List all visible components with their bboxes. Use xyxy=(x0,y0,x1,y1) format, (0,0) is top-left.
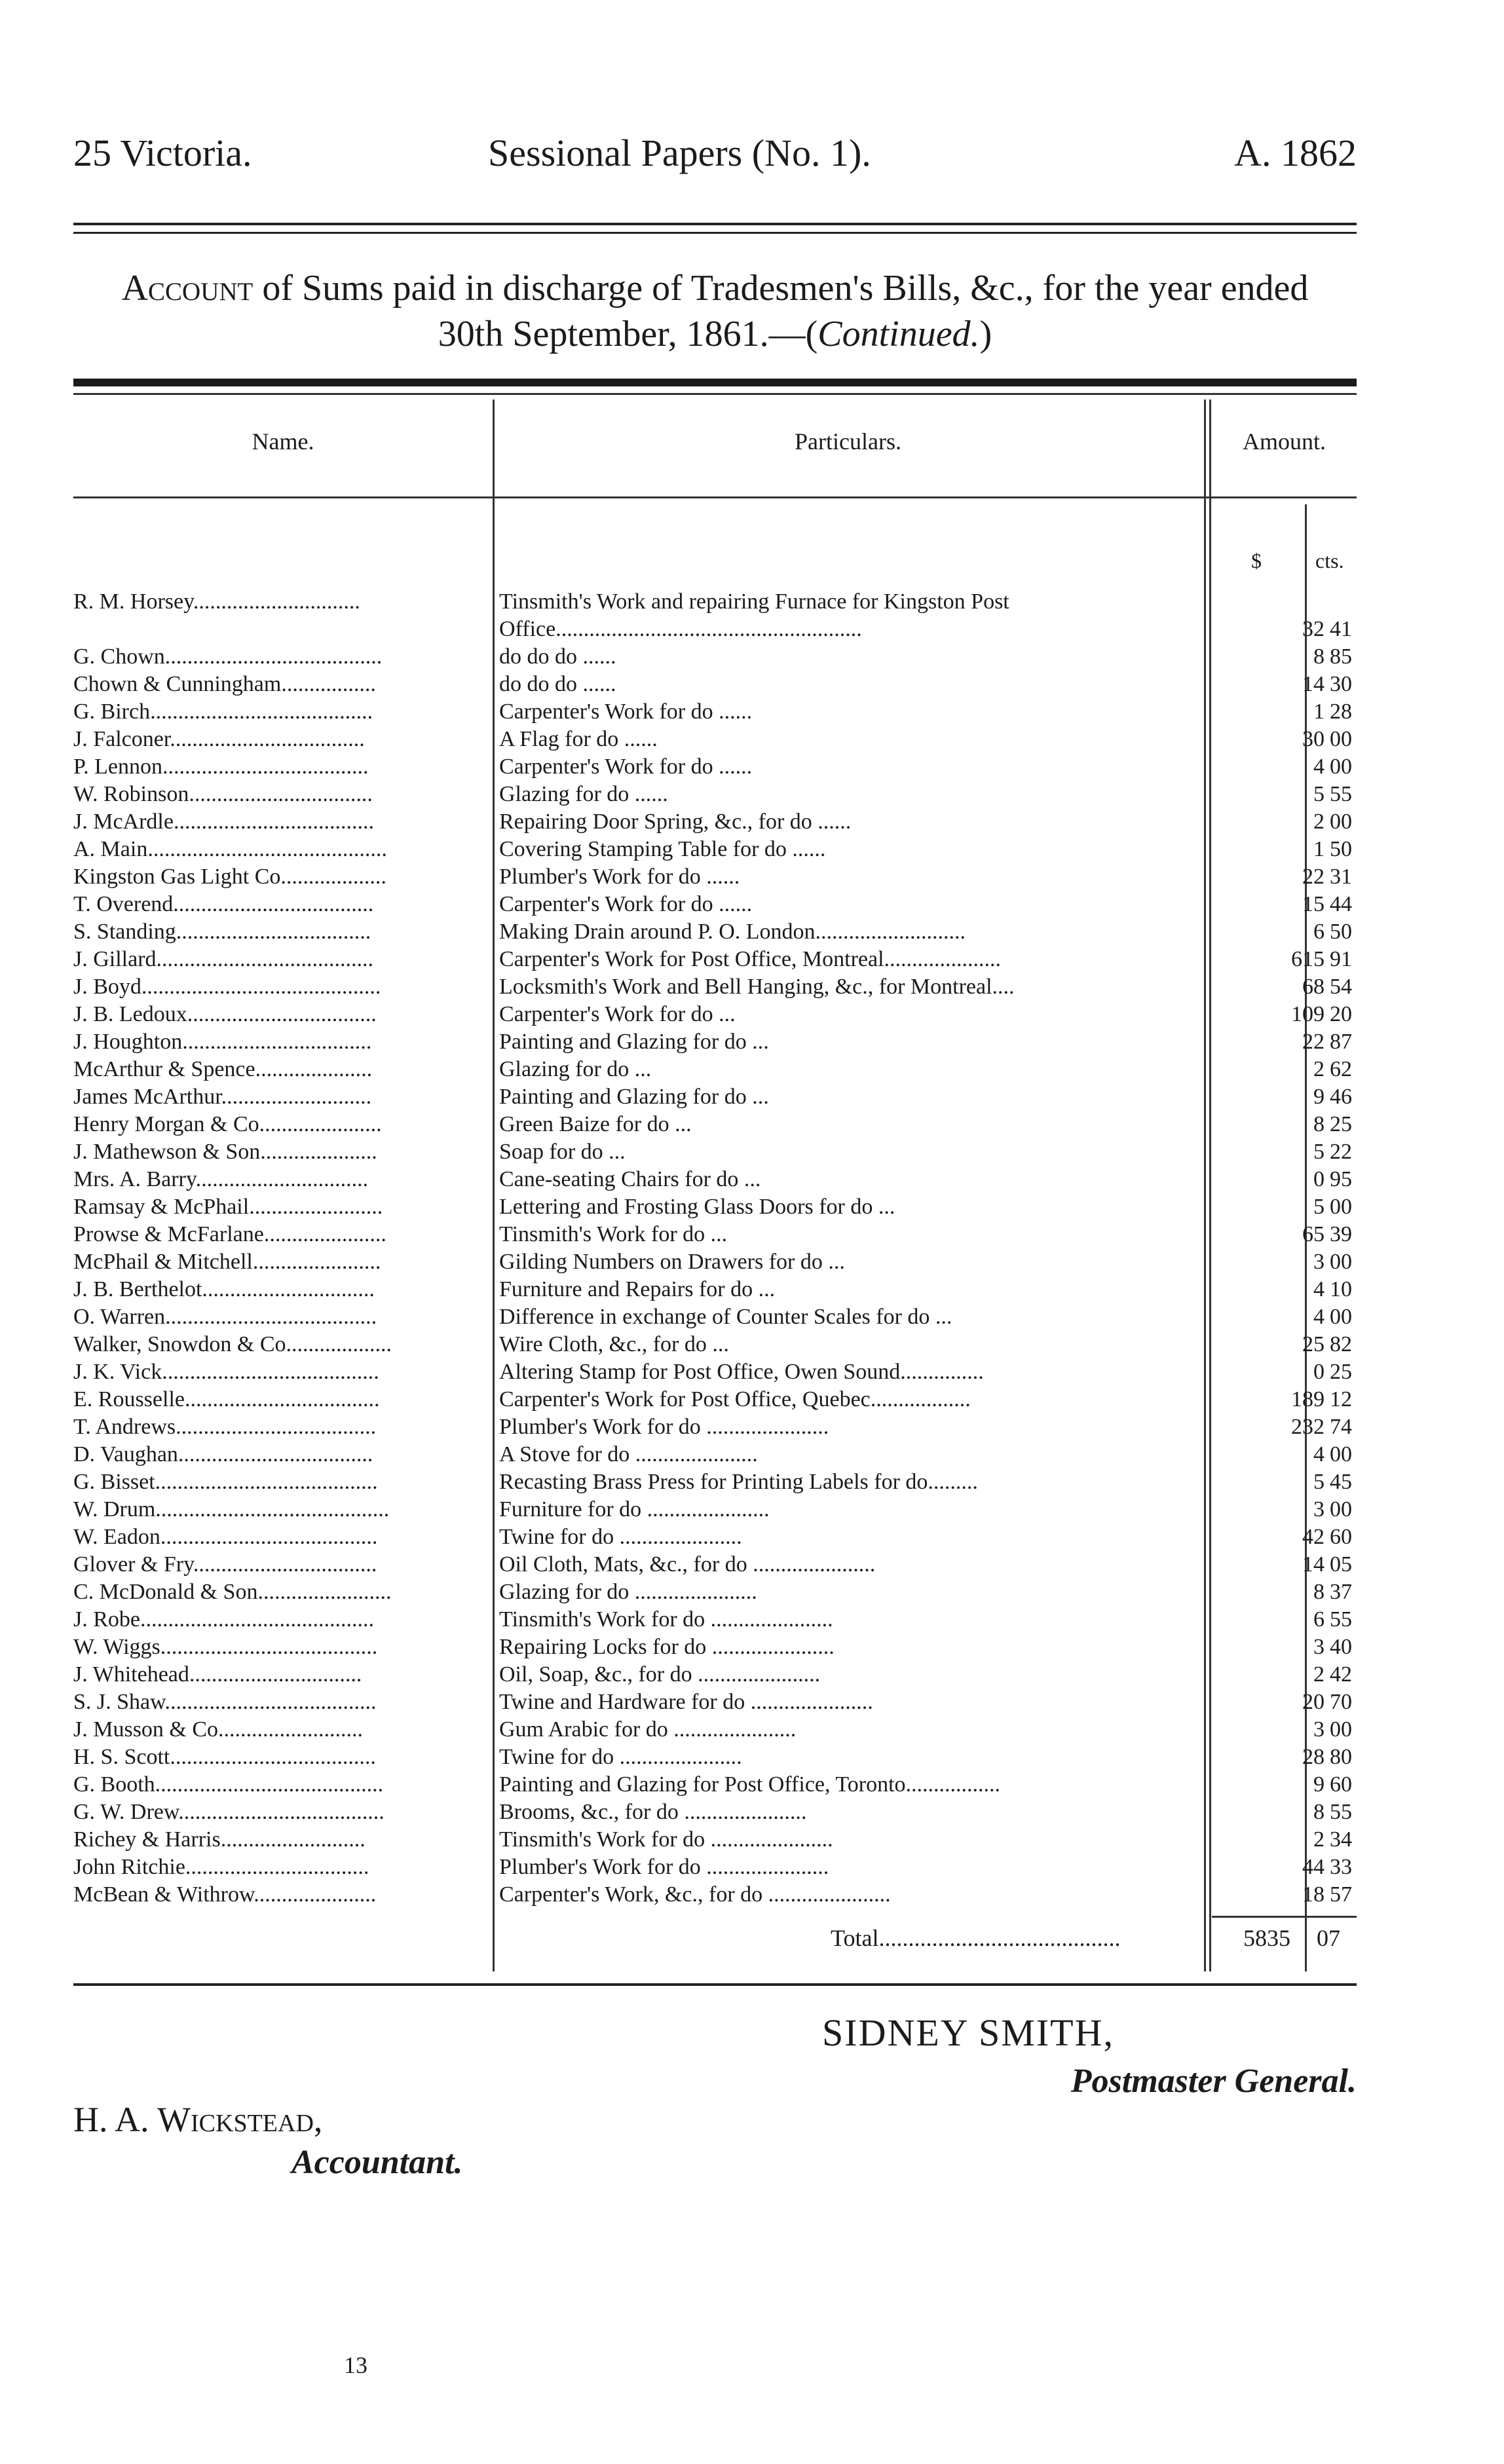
amount-cents: 74 xyxy=(1330,1415,1352,1439)
payee-name: G. W. Drew..................................... xyxy=(73,1800,385,1824)
amount-dollars: 2 xyxy=(1313,1662,1325,1687)
payee-name: H. S. Scott..................................... xyxy=(73,1745,376,1769)
particulars-text: Green Baize for do ... xyxy=(499,1112,692,1136)
amount-dollars: 25 xyxy=(1302,1332,1325,1356)
table-row xyxy=(73,1138,1357,1166)
table-row xyxy=(73,1496,1357,1523)
amount-cents: 37 xyxy=(1330,1580,1352,1604)
payee-name: D. Vaughan................................... xyxy=(73,1442,373,1466)
amount-dollars: 1 xyxy=(1313,700,1325,724)
table-row xyxy=(73,1523,1357,1551)
amount-cents: 62 xyxy=(1330,1057,1352,1081)
amount-cents: 55 xyxy=(1330,1607,1352,1632)
amount-cents: 00 xyxy=(1330,1497,1352,1521)
payee-name: W. Eadon....................................... xyxy=(73,1525,378,1549)
amount-cents: 00 xyxy=(1330,1717,1352,1742)
amount-dollars: 6 xyxy=(1313,1607,1325,1632)
amount-dollars: 2 xyxy=(1313,1057,1325,1081)
particulars-text: Making Drain around P. O. London........................... xyxy=(499,920,966,944)
amount-dollars: 22 xyxy=(1302,1030,1325,1054)
particulars-text: Glazing for do ...... xyxy=(499,782,668,806)
table-row xyxy=(73,1689,1357,1716)
total-cents: 07 xyxy=(1317,1925,1340,1951)
particulars-text: Office....................................................... xyxy=(499,617,862,641)
amount-cents: 60 xyxy=(1330,1525,1352,1549)
payee-name: J. B. Ledoux.................................. xyxy=(73,1002,377,1026)
amount-dollars: 109 xyxy=(1291,1002,1325,1026)
amount-cents: 22 xyxy=(1330,1140,1352,1164)
amount-cents: 28 xyxy=(1330,700,1352,724)
table-row xyxy=(73,1028,1357,1056)
amount-dollars: 4 xyxy=(1313,755,1325,779)
table-row xyxy=(73,1633,1357,1661)
amount-cents: 91 xyxy=(1330,947,1352,971)
particulars-text: Covering Stamping Table for do ...... xyxy=(499,837,826,861)
payee-name: T. Andrews.................................... xyxy=(73,1415,377,1439)
table-row xyxy=(73,1386,1357,1413)
particulars-text: Oil Cloth, Mats, &c., for do ...................... xyxy=(499,1552,876,1577)
payee-name: J. Whitehead............................... xyxy=(73,1662,362,1687)
payee-name: G. Bisset........................................ xyxy=(73,1470,378,1494)
payee-name: O. Warren...................................... xyxy=(73,1305,377,1329)
table-row xyxy=(73,1826,1357,1854)
table-row xyxy=(73,1248,1357,1276)
payee-name: S. J. Shaw...................................... xyxy=(73,1690,377,1714)
table-row xyxy=(73,1221,1357,1248)
amount-cents: 87 xyxy=(1330,1030,1352,1054)
amount-cents: 50 xyxy=(1330,920,1352,944)
particulars-text: Oil, Soap, &c., for do ...................... xyxy=(499,1662,821,1687)
payee-name: P. Lennon..................................... xyxy=(73,755,369,779)
payee-name: E. Rousselle................................... xyxy=(73,1387,380,1411)
payee-name: J. K. Vick....................................... xyxy=(73,1360,379,1384)
amount-dollars: 0 xyxy=(1313,1167,1325,1191)
payee-name: McArthur & Spence..................... xyxy=(73,1057,373,1081)
particulars-text: Painting and Glazing for do ... xyxy=(499,1030,769,1054)
payee-name: Kingston Gas Light Co................... xyxy=(73,865,386,889)
particulars-text: Tinsmith's Work for do ...................... xyxy=(499,1827,833,1852)
amount-dollars: 44 xyxy=(1302,1855,1325,1879)
amount-dollars: 5 xyxy=(1313,1140,1325,1164)
table-row xyxy=(73,1578,1357,1606)
cents-unit: cts. xyxy=(1315,549,1344,572)
amount-dollars: 6 xyxy=(1313,920,1325,944)
amount-dollars: 32 xyxy=(1302,617,1325,641)
particulars-text: Gum Arabic for do ...................... xyxy=(499,1717,797,1742)
particulars-text: Tinsmith's Work for do ... xyxy=(499,1222,728,1246)
amount-cents: 41 xyxy=(1330,617,1352,641)
title-account-word: Account xyxy=(121,268,254,308)
accountant-title: Accountant. xyxy=(291,2144,463,2181)
table-row xyxy=(73,1083,1357,1111)
amount-dollars: 0 xyxy=(1313,1360,1325,1384)
amount-cents: 12 xyxy=(1330,1387,1352,1411)
payee-name: W. Drum.......................................... xyxy=(73,1497,390,1521)
particulars-text: Twine and Hardware for do ...................... xyxy=(499,1690,873,1714)
table-row xyxy=(73,643,1357,671)
amount-dollars: 20 xyxy=(1302,1690,1325,1714)
table-bottom-rule xyxy=(73,1983,1357,1986)
particulars-text: Gilding Numbers on Drawers for do ... xyxy=(499,1250,845,1274)
table-row xyxy=(73,1551,1357,1578)
table-row xyxy=(73,891,1357,918)
particulars-text: Cane-seating Chairs for do ... xyxy=(499,1167,761,1191)
table-row xyxy=(73,1413,1357,1441)
amount-dollars: 30 xyxy=(1302,727,1325,751)
title-line2: 30th September, 1861.—( xyxy=(438,314,818,354)
payee-name: R. M. Horsey.............................. xyxy=(73,589,360,614)
payee-name: Mrs. A. Barry............................... xyxy=(73,1167,369,1191)
particulars-text: Furniture and Repairs for do ... xyxy=(499,1277,776,1301)
header-bottom-rule xyxy=(73,496,1357,498)
amount-cents: 20 xyxy=(1330,1002,1352,1026)
table-row xyxy=(73,863,1357,891)
particulars-text: Carpenter's Work for Post Office, Quebec.................. xyxy=(499,1387,971,1411)
amount-dollars: 2 xyxy=(1313,1827,1325,1852)
column-header-particulars: Particulars. xyxy=(795,428,901,455)
particulars-text: Recasting Brass Press for Printing Labels for do......... xyxy=(499,1470,978,1494)
table-row xyxy=(73,588,1357,616)
total-rule xyxy=(1212,1916,1357,1918)
amount-dollars: 9 xyxy=(1313,1085,1325,1109)
amount-cents: 60 xyxy=(1330,1772,1352,1797)
total-label: Total......................................... xyxy=(831,1925,1121,1951)
particulars-text: do do do ...... xyxy=(499,672,616,696)
particulars-text: Glazing for do ... xyxy=(499,1057,652,1081)
payee-name: Walker, Snowdon & Co................... xyxy=(73,1332,392,1356)
amount-dollars: 4 xyxy=(1313,1305,1325,1329)
accountant-name: H. A. Wickstead, xyxy=(73,2100,323,2139)
amount-dollars: 5 xyxy=(1313,782,1325,806)
dollar-unit: $ xyxy=(1251,549,1262,572)
payee-name: J. Houghton.................................. xyxy=(73,1030,372,1054)
table-row xyxy=(73,698,1357,726)
particulars-text: Carpenter's Work for Post Office, Montreal..................... xyxy=(499,947,1002,971)
amount-cents: 05 xyxy=(1330,1552,1352,1577)
table-row xyxy=(73,973,1357,1001)
amount-cents: 42 xyxy=(1330,1662,1352,1687)
particulars-text: Twine for do ...................... xyxy=(499,1525,742,1549)
amount-dollars: 15 xyxy=(1302,892,1325,916)
table-row xyxy=(73,1661,1357,1689)
amount-dollars: 4 xyxy=(1313,1277,1325,1301)
payee-name: James McArthur........................... xyxy=(73,1085,372,1109)
table-row xyxy=(73,1056,1357,1083)
amount-cents: 00 xyxy=(1330,727,1352,751)
amount-dollars: 14 xyxy=(1302,672,1325,696)
payee-name: Henry Morgan & Co...................... xyxy=(73,1112,382,1136)
payee-name: G. Booth......................................... xyxy=(73,1772,384,1797)
amount-cents: 30 xyxy=(1330,672,1352,696)
table-row xyxy=(73,671,1357,698)
amount-dollars: 8 xyxy=(1313,644,1325,669)
particulars-text: Glazing for do ...................... xyxy=(499,1580,757,1604)
amount-dollars: 22 xyxy=(1302,865,1325,889)
amount-cents: 00 xyxy=(1330,1305,1352,1329)
amount-dollars: 5 xyxy=(1313,1195,1325,1219)
table-row xyxy=(73,781,1357,808)
particulars-text: Lettering and Frosting Glass Doors for do ... xyxy=(499,1195,895,1219)
payee-name: W. Wiggs....................................... xyxy=(73,1635,378,1659)
particulars-text: Wire Cloth, &c., for do ... xyxy=(499,1332,729,1356)
title-line1: of Sums paid in discharge of Tradesmen's Bills, &c., for the year ended xyxy=(253,268,1309,308)
amount-cents: 34 xyxy=(1330,1827,1352,1852)
payee-name: T. Overend.................................... xyxy=(73,892,374,916)
payee-name: Prowse & McFarlane...................... xyxy=(73,1222,386,1246)
amount-dollars: 1 xyxy=(1313,837,1325,861)
amount-cents: 57 xyxy=(1330,1882,1352,1907)
table-row xyxy=(73,1166,1357,1193)
document-title xyxy=(73,265,1357,357)
table-row xyxy=(73,808,1357,836)
particulars-text: Tinsmith's Work and repairing Furnace for Kingston Post xyxy=(499,589,1009,614)
header-divider xyxy=(73,223,1357,234)
particulars-text: Tinsmith's Work for do ...................... xyxy=(499,1607,833,1632)
table-row xyxy=(73,1358,1357,1386)
amount-dollars: 68 xyxy=(1302,975,1325,999)
total-dollars: 5835 xyxy=(1243,1925,1290,1951)
table-row xyxy=(73,1799,1357,1826)
particulars-text: Locksmith's Work and Bell Hanging, &c., for Montreal.... xyxy=(499,975,1015,999)
amount-dollars: 4 xyxy=(1313,1442,1325,1466)
particulars-text: do do do ...... xyxy=(499,644,616,669)
payee-name: McPhail & Mitchell....................... xyxy=(73,1250,381,1274)
column-header-amount: Amount. xyxy=(1242,428,1326,455)
payee-name: C. McDonald & Son........................ xyxy=(73,1580,392,1604)
amount-cents: 82 xyxy=(1330,1332,1352,1356)
table-row xyxy=(73,1111,1357,1138)
payee-name: Richey & Harris.......................... xyxy=(73,1827,366,1852)
particulars-text: Carpenter's Work, &c., for do ...................... xyxy=(499,1882,891,1907)
amount-cents: 45 xyxy=(1330,1470,1352,1494)
amount-dollars: 5 xyxy=(1313,1470,1325,1494)
amount-dollars: 18 xyxy=(1302,1882,1325,1907)
amount-cents: 70 xyxy=(1330,1690,1352,1714)
table-row xyxy=(73,1716,1357,1744)
amount-dollars: 28 xyxy=(1302,1745,1325,1769)
amount-dollars: 2 xyxy=(1313,810,1325,834)
payee-name: J. Musson & Co.......................... xyxy=(73,1717,364,1742)
table-row xyxy=(73,1276,1357,1303)
amount-cents: 00 xyxy=(1330,1250,1352,1274)
amount-dollars: 3 xyxy=(1313,1250,1325,1274)
particulars-text: A Stove for do ...................... xyxy=(499,1442,758,1466)
table-row xyxy=(73,918,1357,946)
particulars-text: Brooms, &c., for do ...................... xyxy=(499,1800,807,1824)
amount-cents: 50 xyxy=(1330,837,1352,861)
title-line2-end: ) xyxy=(979,314,992,354)
amount-cents: 25 xyxy=(1330,1112,1352,1136)
particulars-text: Plumber's Work for do ...................... xyxy=(499,1855,829,1879)
payee-name: J. Robe.......................................... xyxy=(73,1607,374,1632)
amount-dollars: 189 xyxy=(1291,1387,1325,1411)
table-row xyxy=(73,726,1357,753)
payee-name: J. Falconer................................... xyxy=(73,727,365,751)
amount-dollars: 3 xyxy=(1313,1635,1325,1659)
amount-cents: 40 xyxy=(1330,1635,1352,1659)
particulars-text: Difference in exchange of Counter Scales for do ... xyxy=(499,1305,952,1329)
payee-name: G. Birch........................................ xyxy=(73,700,373,724)
table-row xyxy=(73,1606,1357,1633)
amount-cents: 33 xyxy=(1330,1855,1352,1879)
header-year: A. 1862 xyxy=(1234,132,1357,174)
particulars-text: Soap for do ... xyxy=(499,1140,626,1164)
amount-cents: 31 xyxy=(1330,865,1352,889)
table-row xyxy=(73,1303,1357,1331)
table-row xyxy=(73,616,1357,643)
column-header-name: Name. xyxy=(252,428,314,455)
payee-name: J. Gillard....................................... xyxy=(73,947,374,971)
particulars-text: Repairing Locks for do ...................... xyxy=(499,1635,835,1659)
payee-name: Ramsay & McPhail........................ xyxy=(73,1195,383,1219)
amount-cents: 10 xyxy=(1330,1277,1352,1301)
payee-name: Glover & Fry................................. xyxy=(73,1552,377,1577)
particulars-text: Carpenter's Work for do ... xyxy=(499,1002,736,1026)
postmaster-title: Postmaster General. xyxy=(1070,2063,1357,2100)
amount-cents: 39 xyxy=(1330,1222,1352,1246)
payee-name: W. Robinson................................. xyxy=(73,782,373,806)
table-row xyxy=(73,1744,1357,1771)
amount-dollars: 615 xyxy=(1291,947,1325,971)
table-row xyxy=(73,1331,1357,1358)
page-number: 13 xyxy=(344,2352,367,2378)
payee-name: A. Main........................................... xyxy=(73,837,387,861)
amount-dollars: 3 xyxy=(1313,1717,1325,1742)
amount-cents: 54 xyxy=(1330,975,1352,999)
particulars-text: Altering Stamp for Post Office, Owen Sound............... xyxy=(499,1360,984,1384)
amount-cents: 80 xyxy=(1330,1745,1352,1769)
amount-cents: 00 xyxy=(1330,810,1352,834)
payee-name: John Ritchie................................. xyxy=(73,1855,369,1879)
amount-cents: 00 xyxy=(1330,755,1352,779)
particulars-text: A Flag for do ...... xyxy=(499,727,658,751)
amount-cents: 55 xyxy=(1330,1800,1352,1824)
particulars-text: Carpenter's Work for do ...... xyxy=(499,700,753,724)
amount-dollars: 3 xyxy=(1313,1497,1325,1521)
amount-cents: 46 xyxy=(1330,1085,1352,1109)
payee-name: Chown & Cunningham................. xyxy=(73,672,376,696)
particulars-text: Twine for do ...................... xyxy=(499,1745,742,1769)
amount-cents: 55 xyxy=(1330,782,1352,806)
table-row xyxy=(73,753,1357,781)
particulars-text: Painting and Glazing for do ... xyxy=(499,1085,769,1109)
table-row xyxy=(73,1193,1357,1221)
payee-name: J. McArdle.................................... xyxy=(73,810,374,834)
amount-cents: 85 xyxy=(1330,644,1352,669)
amount-cents: 00 xyxy=(1330,1442,1352,1466)
table-row xyxy=(73,946,1357,973)
amount-dollars: 232 xyxy=(1291,1415,1325,1439)
table-row xyxy=(73,1881,1357,1909)
amount-dollars: 42 xyxy=(1302,1525,1325,1549)
payee-name: G. Chown....................................... xyxy=(73,644,383,669)
table-top-rule xyxy=(73,379,1357,386)
particulars-text: Repairing Door Spring, &c., for do ...... xyxy=(499,810,852,834)
table-row xyxy=(73,1441,1357,1468)
header-title: Sessional Papers (No. 1). xyxy=(488,132,871,174)
amount-dollars: 14 xyxy=(1302,1552,1325,1577)
table-row xyxy=(73,1001,1357,1028)
payee-name: McBean & Withrow...................... xyxy=(73,1882,377,1907)
particulars-text: Carpenter's Work for do ...... xyxy=(499,892,753,916)
particulars-text: Carpenter's Work for do ...... xyxy=(499,755,753,779)
particulars-text: Furniture for do ...................... xyxy=(499,1497,770,1521)
particulars-text: Plumber's Work for do ...... xyxy=(499,865,740,889)
amount-dollars: 8 xyxy=(1313,1580,1325,1604)
payee-name: S. Standing................................... xyxy=(73,920,371,944)
title-continued: Continued. xyxy=(818,314,980,354)
amount-dollars: 65 xyxy=(1302,1222,1325,1246)
amount-cents: 44 xyxy=(1330,892,1352,916)
amount-dollars: 8 xyxy=(1313,1800,1325,1824)
payee-name: J. B. Berthelot............................... xyxy=(73,1277,375,1301)
table-row xyxy=(73,1854,1357,1881)
amount-dollars: 9 xyxy=(1313,1772,1325,1797)
particulars-text: Plumber's Work for do ...................... xyxy=(499,1415,829,1439)
amount-cents: 25 xyxy=(1330,1360,1352,1384)
particulars-text: Painting and Glazing for Post Office, Toronto................. xyxy=(499,1772,1001,1797)
payee-name: J. Boyd........................................... xyxy=(73,975,381,999)
header-session: 25 Victoria. xyxy=(73,132,252,174)
amount-cents: 00 xyxy=(1330,1195,1352,1219)
table-row xyxy=(73,836,1357,863)
amount-cents: 95 xyxy=(1330,1167,1352,1191)
postmaster-name: SIDNEY SMITH, xyxy=(822,2011,1114,2054)
amount-dollars: 8 xyxy=(1313,1112,1325,1136)
account-table-body xyxy=(73,588,1357,1909)
table-row xyxy=(73,1771,1357,1799)
table-row xyxy=(73,1468,1357,1496)
table-top-rule-thin xyxy=(73,393,1357,395)
payee-name: J. Mathewson & Son..................... xyxy=(73,1140,377,1164)
